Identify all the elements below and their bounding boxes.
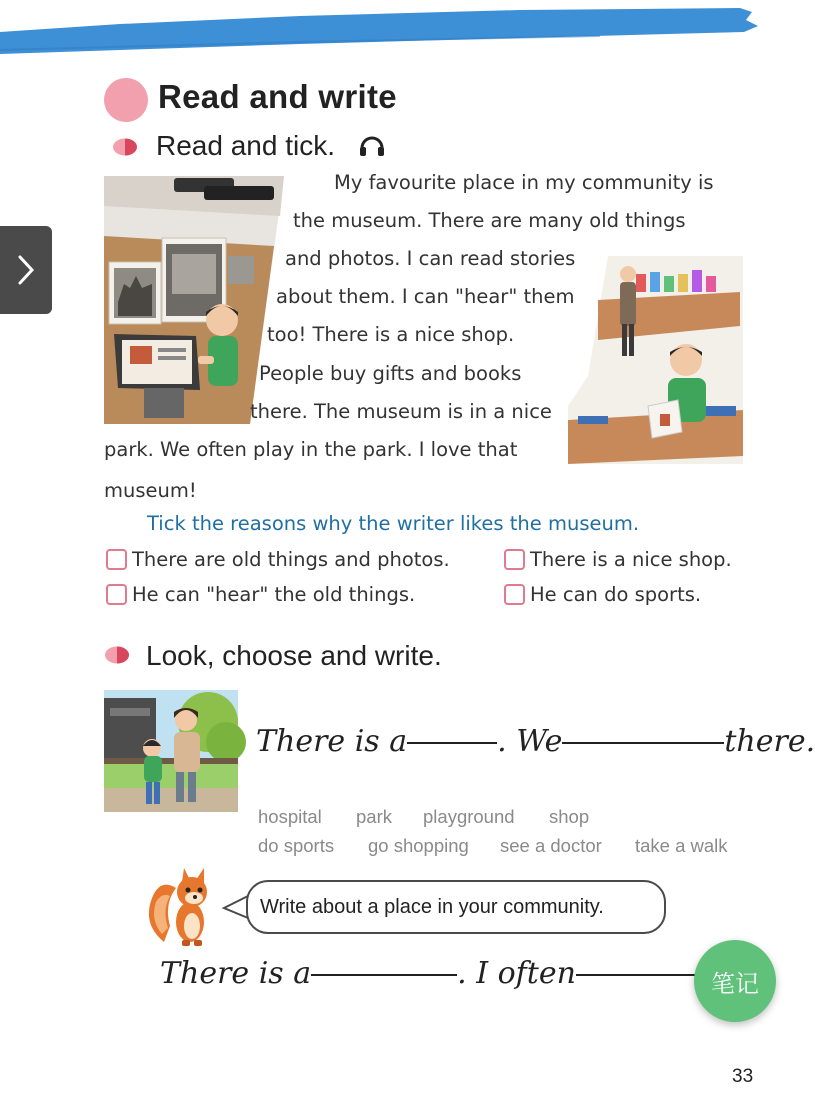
word-option: park xyxy=(356,806,392,827)
word-option: go shopping xyxy=(368,835,469,856)
word-option: take a walk xyxy=(635,835,728,856)
writing-prompt-bubble xyxy=(246,880,666,934)
tick-question: Tick the reasons why the writer likes the museum. xyxy=(147,512,640,535)
section-title: Read and write xyxy=(158,78,397,115)
sentence-text: . I often xyxy=(457,956,576,991)
passage-line: about them. I can "hear" them xyxy=(276,285,575,308)
museum-shop-illustration xyxy=(568,256,743,464)
checkbox[interactable] xyxy=(504,584,525,605)
checkbox[interactable] xyxy=(106,584,127,605)
tick-option-label: He can "hear" the old things. xyxy=(132,583,416,606)
section-dot-icon xyxy=(104,78,148,122)
next-page-tab[interactable] xyxy=(0,226,52,314)
sentence-text: There is a xyxy=(256,724,408,759)
headphones-icon[interactable] xyxy=(357,130,387,160)
passage-line: My favourite place in my community is xyxy=(334,171,714,194)
tick-option[interactable] xyxy=(504,548,732,571)
passage-line: People buy gifts and books xyxy=(259,362,522,385)
word-option: see a doctor xyxy=(500,835,602,856)
passage-line: the museum. There are many old things xyxy=(293,209,686,232)
squirrel-mascot-icon xyxy=(146,864,218,948)
sentence-text: there. xyxy=(724,724,815,759)
park-illustration xyxy=(104,690,238,812)
top-brush-band xyxy=(0,0,800,60)
answer-blank[interactable] xyxy=(407,742,497,744)
notes-button[interactable]: 笔记 xyxy=(694,940,776,1022)
answer-blank[interactable] xyxy=(562,742,724,744)
passage-line: too! There is a nice shop. xyxy=(267,323,515,346)
word-option: hospital xyxy=(258,806,322,827)
tick-option-label: There is a nice shop. xyxy=(530,548,732,571)
sentence-text: There is a xyxy=(160,956,312,991)
passage-line: museum! xyxy=(104,479,197,502)
page-number: 33 xyxy=(732,1066,754,1087)
checkbox[interactable] xyxy=(504,549,525,570)
museum-gallery-illustration xyxy=(104,176,284,424)
tick-option[interactable] xyxy=(106,548,450,571)
write-sentence xyxy=(160,956,726,991)
word-option: do sports xyxy=(258,835,335,856)
passage-line: there. The museum is in a nice xyxy=(250,400,552,423)
look-choose-heading: Look, choose and write. xyxy=(146,640,442,671)
writing-prompt: Write about a place in your community. xyxy=(260,895,604,918)
checkbox[interactable] xyxy=(106,549,127,570)
tick-option-label: There are old things and photos. xyxy=(132,548,450,571)
passage-line: park. We often play in the park. I love that xyxy=(104,438,518,461)
tick-option[interactable] xyxy=(106,583,415,606)
answer-blank[interactable] xyxy=(311,974,457,976)
chevron-right-icon xyxy=(16,253,36,287)
sentence-text: . We xyxy=(497,724,563,759)
bullet-dot-icon xyxy=(112,138,138,156)
word-option: shop xyxy=(549,806,590,827)
tick-option[interactable] xyxy=(504,583,701,606)
read-tick-heading: Read and tick. xyxy=(156,130,335,161)
tick-option-label: He can do sports. xyxy=(530,583,702,606)
word-option: playground xyxy=(423,806,515,827)
bullet-dot-icon xyxy=(104,646,130,664)
passage-line: and photos. I can read stories xyxy=(285,247,576,270)
fill-in-sentence xyxy=(256,724,815,759)
